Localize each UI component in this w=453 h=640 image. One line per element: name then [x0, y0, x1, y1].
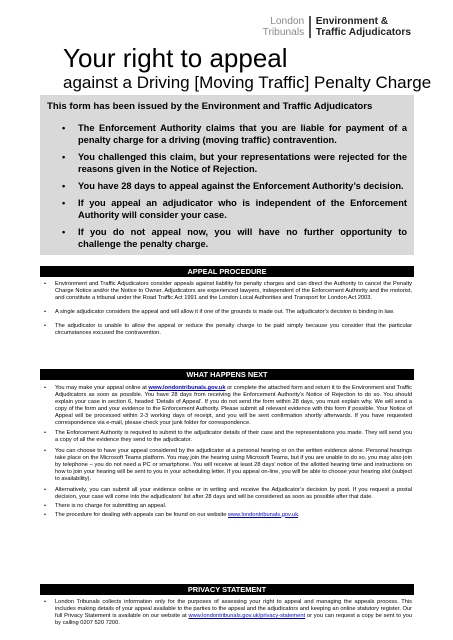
- text: or you can request a copy be sent to you by calling 0207 520 7200.: [55, 612, 412, 626]
- intro-list: [62, 122, 407, 255]
- privacy-statement-heading: PRIVACY STATEMENT: [40, 584, 414, 595]
- list-item: • Environment and Traffic Adjudicators consider appeals against liability for penalty charges and can direct the Authority to cancel the Penalty Charge Notice and/or the Notice to Owner. Adjudicators are experienced lawyers, independent of the Enforcement Authority and the motorist, and constitute a tribunal under the Road Traffic Act 1991 and the London Local Authorities and Transport for London Act 2003.: [42, 281, 412, 302]
- intro-bullet: • If you appeal an adjudicator who is independent of the Enforcement Authority will consider your case.: [62, 197, 407, 221]
- appeal-procedure-list: [42, 281, 412, 336]
- page-title: Your right to appeal: [63, 43, 288, 73]
- list-item: • The Enforcement Authority is required to submit to the adjudicator details of their case and the representations you made. They will send you a copy of all the evidence they send to the adjudicator.: [42, 430, 412, 444]
- logo-london: London: [270, 16, 305, 27]
- appeal-procedure-heading: APPEAL PROCEDURE: [40, 266, 414, 277]
- logo-right-text: [311, 16, 411, 38]
- intro-heading: This form has been issued by the Environment and Traffic Adjudicators: [47, 101, 373, 112]
- privacy-statement-list: [42, 599, 412, 627]
- privacy-statement-link[interactable]: www.londontribunals.gov.uk/privacy-statement: [188, 612, 306, 619]
- list-item: [42, 512, 412, 519]
- list-item: • A single adjudicator considers the appeal and will allow it if one of the grounds is made out. The adjudicator’s decision is binding in law.: [42, 309, 412, 316]
- list-item: • Alternatively, you can submit all your evidence online or in writing and receive the Adjudicator’s decision by post. If you request a postal decision, your case will come into the adjudicators’ list after 28 days and will be considered as soon as possible after that date.: [42, 487, 412, 501]
- list-item: [42, 385, 412, 426]
- intro-bullet: • If you do not appeal now, you will have no further opportunity to challenge the penalty charge.: [62, 226, 407, 250]
- text: London Tribunals collects information only for the purposes of assessing your right to appeal and managing the appeals process. This includes making details of your appeal available to the parties to the appeal and the adjudicators and keeping an online statutory register. Our full Privacy Statement is available on our website at: [55, 599, 412, 619]
- text: or complete the attached form and return it to the Environment and Traffic Adjudicators as soon as possible. You have 28 days from receiving the Enforcement Authority’s Notice of Rejection to do so. You should explain your case in section 6, headed ‘Details of Appeal’. If you do not send the form within 28 days, you must explain why. We will send a copy of the form and your evidence to the Enforcement Authority. Please submit all relevant evidence with this form if possible. Your Notice of Appeal will be processed within 2-3 working days of receipt, and you will be sent confirmation shortly afterwards. If you have requested correspondence via e-mail, please check your junk folder for correspondence.: [55, 385, 412, 426]
- website-link[interactable]: www.londontribunals.gov.uk: [227, 511, 299, 518]
- list-item: • There is no charge for submitting an appeal.: [42, 503, 412, 510]
- text: The procedure for dealing with appeals can be found on our website: [55, 511, 228, 518]
- list-item: [42, 599, 412, 627]
- logo-traffic-adjudicators: Traffic Adjudicators: [315, 27, 411, 38]
- text: .: [298, 511, 300, 518]
- logo-tribunals: Tribunals: [262, 27, 305, 38]
- what-happens-next-heading: WHAT HAPPENS NEXT: [40, 369, 414, 380]
- intro-bullet: • You challenged this claim, but your representations were rejected for the reasons given in the Notice of Rejection.: [62, 151, 407, 175]
- intro-bullet: • You have 28 days to appeal against the Enforcement Authority’s decision.: [62, 180, 407, 192]
- list-item: • The adjudicator is unable to allow the appeal or reduce the penalty charge to be paid simply because you consider that the particular circumstances excused the contravention.: [42, 323, 412, 337]
- london-tribunals-logo: [263, 16, 411, 38]
- page-subtitle: against a Driving [Moving Traffic] Penalty Charge: [63, 73, 432, 92]
- website-link[interactable]: www.londontribunals.gov.uk: [148, 385, 226, 391]
- intro-box: [40, 95, 414, 255]
- logo-environment: Environment &: [315, 16, 389, 27]
- what-happens-next-list: [42, 385, 412, 518]
- list-item: • You can choose to have your appeal considered by the adjudicator at a personal hearing or on the written evidence alone. Personal hearings take place on the Microsoft Teams platform. You may join the hearing using Microsoft Teams, but if you are unable to do so, you may also join by telephone – you do not need a PC or smartphone. You will receive at least 28 days’ notice of the allotted hearing time and instructions on how to join your hearing will be sent to you in your scheduling letter. If you appeal on-line, you will be able to choose your hearing slot (subject to availability).: [42, 448, 412, 483]
- text: You may make your appeal online at: [55, 385, 149, 391]
- intro-bullet: • The Enforcement Authority claims that you are liable for payment of a penalty charge for a driving (moving traffic) contravention.: [62, 122, 407, 146]
- logo-left-text: [263, 16, 310, 38]
